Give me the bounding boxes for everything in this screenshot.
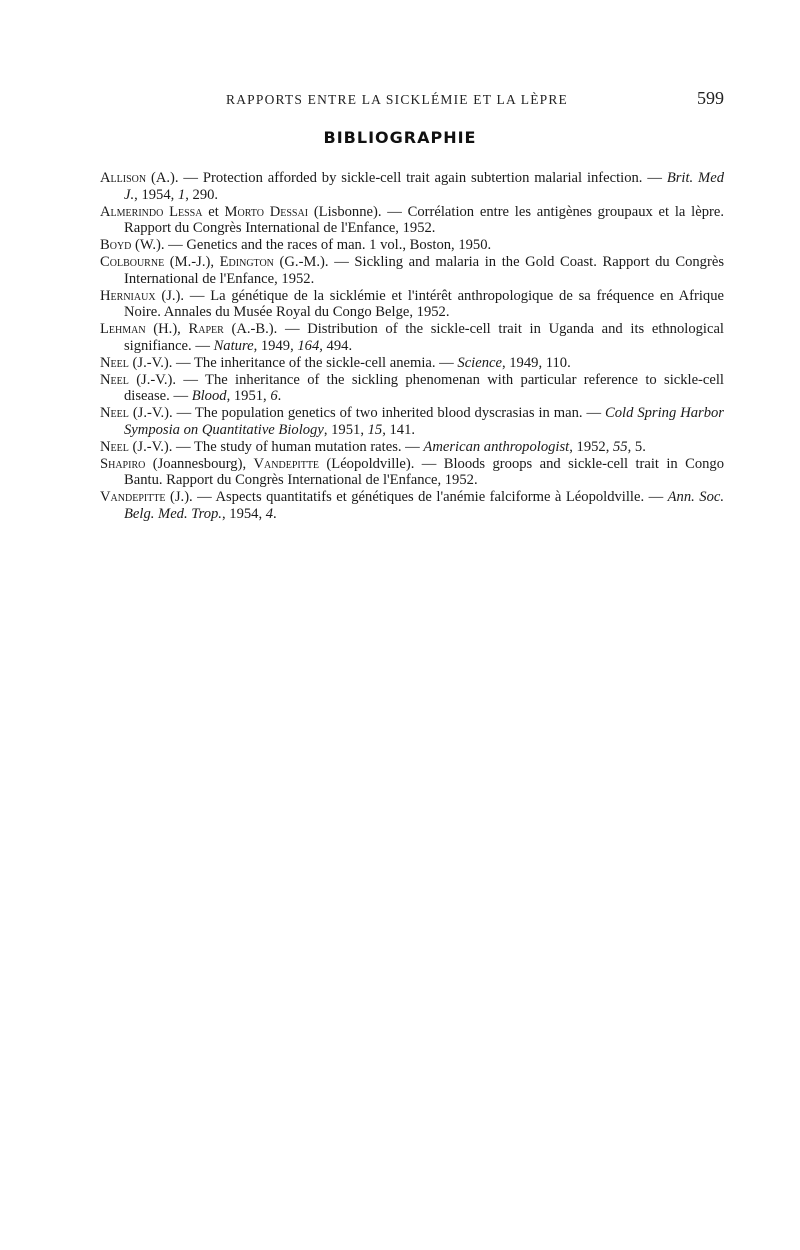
author: Colbourne [100,253,165,270]
entry-text: (Léopoldville). — Bloods groops and sickle-cell trait in Congo Bantu. Rapport du Congrès International de l'Enfance, 1952. [124,455,725,489]
volume: 1 [177,186,186,203]
entry-text: , 5. [627,438,646,455]
volume: 6 [270,388,278,405]
entry-text: (A.). — Protection afforded by sickle-cell trait again subtertion malarial infection. — [146,170,667,186]
bibliography-entry [100,405,724,439]
entry-text: (J.). — La génétique de la sicklémie et l'intérêt anthropologique de sa fréquence en Afrique Noire. Annales du Musée Royal du Congo Belge, 1952. [124,287,724,321]
entry-text: , 1949, 110. [501,354,571,371]
author: Neel [100,371,129,388]
author: Boyd [100,237,132,254]
author: Almerindo Lessa [100,203,203,220]
author: Morto Dessai [224,203,309,220]
author: Vandepitte [100,489,166,506]
author: Neel [100,438,129,455]
volume: 164 [297,337,320,354]
journal-title: Nature [213,337,254,354]
author: Shapiro [100,455,146,472]
bibliography-entry [100,439,724,456]
volume: 4 [265,505,274,522]
bibliography-list [100,170,724,523]
journal-title: American anthropologist [423,438,570,455]
entry-text: (Lisbonne). — Corrélation entre les antigènes groupaux et la lèpre. Rapport du Congrès International de l'Enfance, 1952. [124,203,724,237]
entry-text: , 1951, [323,421,368,438]
running-head: RAPPORTS ENTRE LA SICKLÉMIE ET LA LÈPRE [226,92,569,107]
bibliography-entry [100,288,724,322]
journal-title: Cold Spring Harbor Symposia on Quantitative Biology [124,405,724,438]
bibliography-entry [100,372,724,406]
bibliography-entry [100,237,724,254]
entry-text: , 290. [185,186,219,203]
entry-text: , 494. [319,337,353,354]
entry-text: (W.). — Genetics and the races of man. 1 vol., Boston, 1950. [131,237,492,254]
bibliography-entry [100,204,724,238]
entry-text: (J.). — Aspects quantitatifs et génétiques de l'anémie falciforme à Léopoldville. — [165,489,668,506]
entry-text: , 141. [382,421,416,438]
entry-text: . [277,388,282,405]
author: Herniaux [100,287,156,304]
entry-text: (J.-V.). — The inheritance of the sickling phenomenan with particular reference to sickle-cell disease. — [124,371,724,405]
entry-text: , 1952, [569,438,613,455]
bibliography-entry [100,321,724,355]
author: Edington [219,253,274,270]
section-title: BIBLIOGRAPHIE [323,128,477,147]
entry-text: , 1949, [253,337,298,354]
author: Neel [100,354,129,371]
entry-text: (J.-V.). — The population genetics of two inherited blood dyscrasias in man. — [128,405,606,422]
bibliography-entry [100,254,724,288]
author: Vandepitte [253,455,320,472]
volume: 55 [613,438,628,455]
entry-text: (Joannesbourg), [145,455,254,472]
entry-text: , 1954, [134,186,178,203]
journal-title: Blood [191,388,227,405]
page-number: 599 [697,88,724,108]
author: Allison [100,170,147,186]
entry-text: (J.-V.). — The study of human mutation rates. — [128,438,424,455]
bibliography-entry [100,170,724,204]
bibliography-entry [100,355,724,372]
entry-text: et [202,203,225,220]
journal-title: Brit. Med J. [124,170,724,203]
entry-text: . [273,505,277,522]
entry-text: (G.-M.). — Sickling and malaria in the Gold Coast. Rapport du Congrès International de l'Enfance, 1952. [124,253,724,287]
entry-text: (H.), [145,321,189,338]
author: Raper [188,321,224,338]
entry-text: (M.-J.), [164,253,220,270]
entry-text: (A.-B.). — Distribution of the sickle-cell trait in Uganda and its ethnological signifiance. — [124,321,724,354]
bibliography-entry [100,456,724,490]
author: Neel [100,405,129,422]
entry-text: , 1951, [226,388,271,405]
bibliography-entry [100,489,724,523]
entry-text: (J.-V.). — The inheritance of the sickle-cell anemia. — [128,354,458,371]
journal-title: Science [457,354,502,371]
author: Lehman [100,321,146,338]
journal-title: Ann. Soc. Belg. Med. Trop. [124,489,724,522]
volume: 15 [367,421,383,438]
entry-text: , 1954, [221,505,266,522]
